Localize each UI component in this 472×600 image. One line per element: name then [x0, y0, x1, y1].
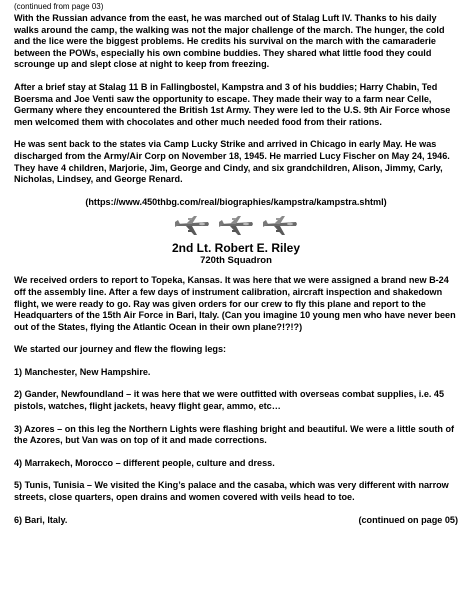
leg-item: 2) Gander, Newfoundland – it was here that we were outfitted with overseas combat supplies, i.e. 45 pistols, watches, flight jackets, heavy flight gear, ammo, etc…: [14, 389, 445, 412]
b24-bomber-icon: [216, 215, 256, 237]
continued-from-note: (continued from page 03): [14, 2, 104, 11]
leg-item: 4) Marrakech, Morocco – different people, culture and dress.: [14, 457, 275, 468]
document-page: [14, 2, 458, 526]
leg-item: 6) Bari, Italy.: [14, 514, 68, 525]
source-url: (https://www.450thbg.com/real/biographies/kampstra/kampstra.shtml): [85, 196, 387, 207]
leg-item: 3) Azores – on this leg the Northern Lights were flashing bright and beautiful. We were a little south of the Azores, but Van was on top of it and made corrections.: [14, 423, 455, 446]
bomber-divider: [14, 215, 458, 237]
final-row: [14, 515, 458, 527]
kampstra-paragraph-2: After a brief stay at Stalag 11 B in Fallingbostel, Kampstra and 3 of his buddies; Harry Chabin, Ted Boersma and Joe Venti saw the opportunity to escape. They made their way to a farm near Celle, Germany where they encountered the British 1st Army. They were led to the U.S. 9th Air Force whose men welcomed them with chocolates and other much needed food from their rations.: [14, 81, 451, 127]
biography-squadron: 720th Squadron: [200, 255, 272, 267]
biography-name: 2nd Lt. Robert E. Riley: [171, 241, 300, 256]
riley-paragraph-1: We received orders to report to Topeka, Kansas. It was here that we were assigned a brand new B-24 off the assembly line. After a few days of instrument calibration, aircraft inspection and shakedown flight, we were ready to go. Ray was given orders for our crew to fly this plane and report to the Headquarters of the 15th Air Force in Bari, Italy. (Can you imagine 10 young men who have never been out of the States, flying the Atlantic Ocean in their own plane?!?!?): [14, 275, 456, 332]
kampstra-paragraph-3: He was sent back to the states via Camp Lucky Strike and arrived in Chicago in early May. He was discharged from the Army/Air Corp on November 18, 1945. He married Lucy Fischer on May 24, 1946. They have 4 children, Marjorie, Jim, George and Cindy, and six grandchildren, Alison, Jimmy, Carly, Nicholas, Lindsey, and George Renard.: [14, 139, 450, 185]
kampstra-paragraph-1: With the Russian advance from the east, he was marched out of Stalag Luft IV. Thanks to his daily walks around the camp, the walking was not the major challenge of the march. The hunger, the cold and the lice were the biggest problems. He credits his survival on the march with the camaraderie between the POWs, especially his own combine buddies. They shared what little food they could scrounge up and slept close at night to keep from freezing.: [14, 13, 445, 70]
leg-item: 5) Tunis, Tunisia – We visited the King’s palace and the casaba, which was very different with narrow streets, close quarters, open drains and women covered with veils head to toe.: [14, 480, 449, 503]
b24-bomber-icon: [260, 215, 300, 237]
continued-on-note: (continued on page 05): [358, 514, 458, 525]
riley-paragraph-2: We started our journey and flew the flowing legs:: [14, 344, 227, 355]
b24-bomber-icon: [172, 215, 212, 237]
leg-item: 1) Manchester, New Hampshire.: [14, 366, 151, 377]
